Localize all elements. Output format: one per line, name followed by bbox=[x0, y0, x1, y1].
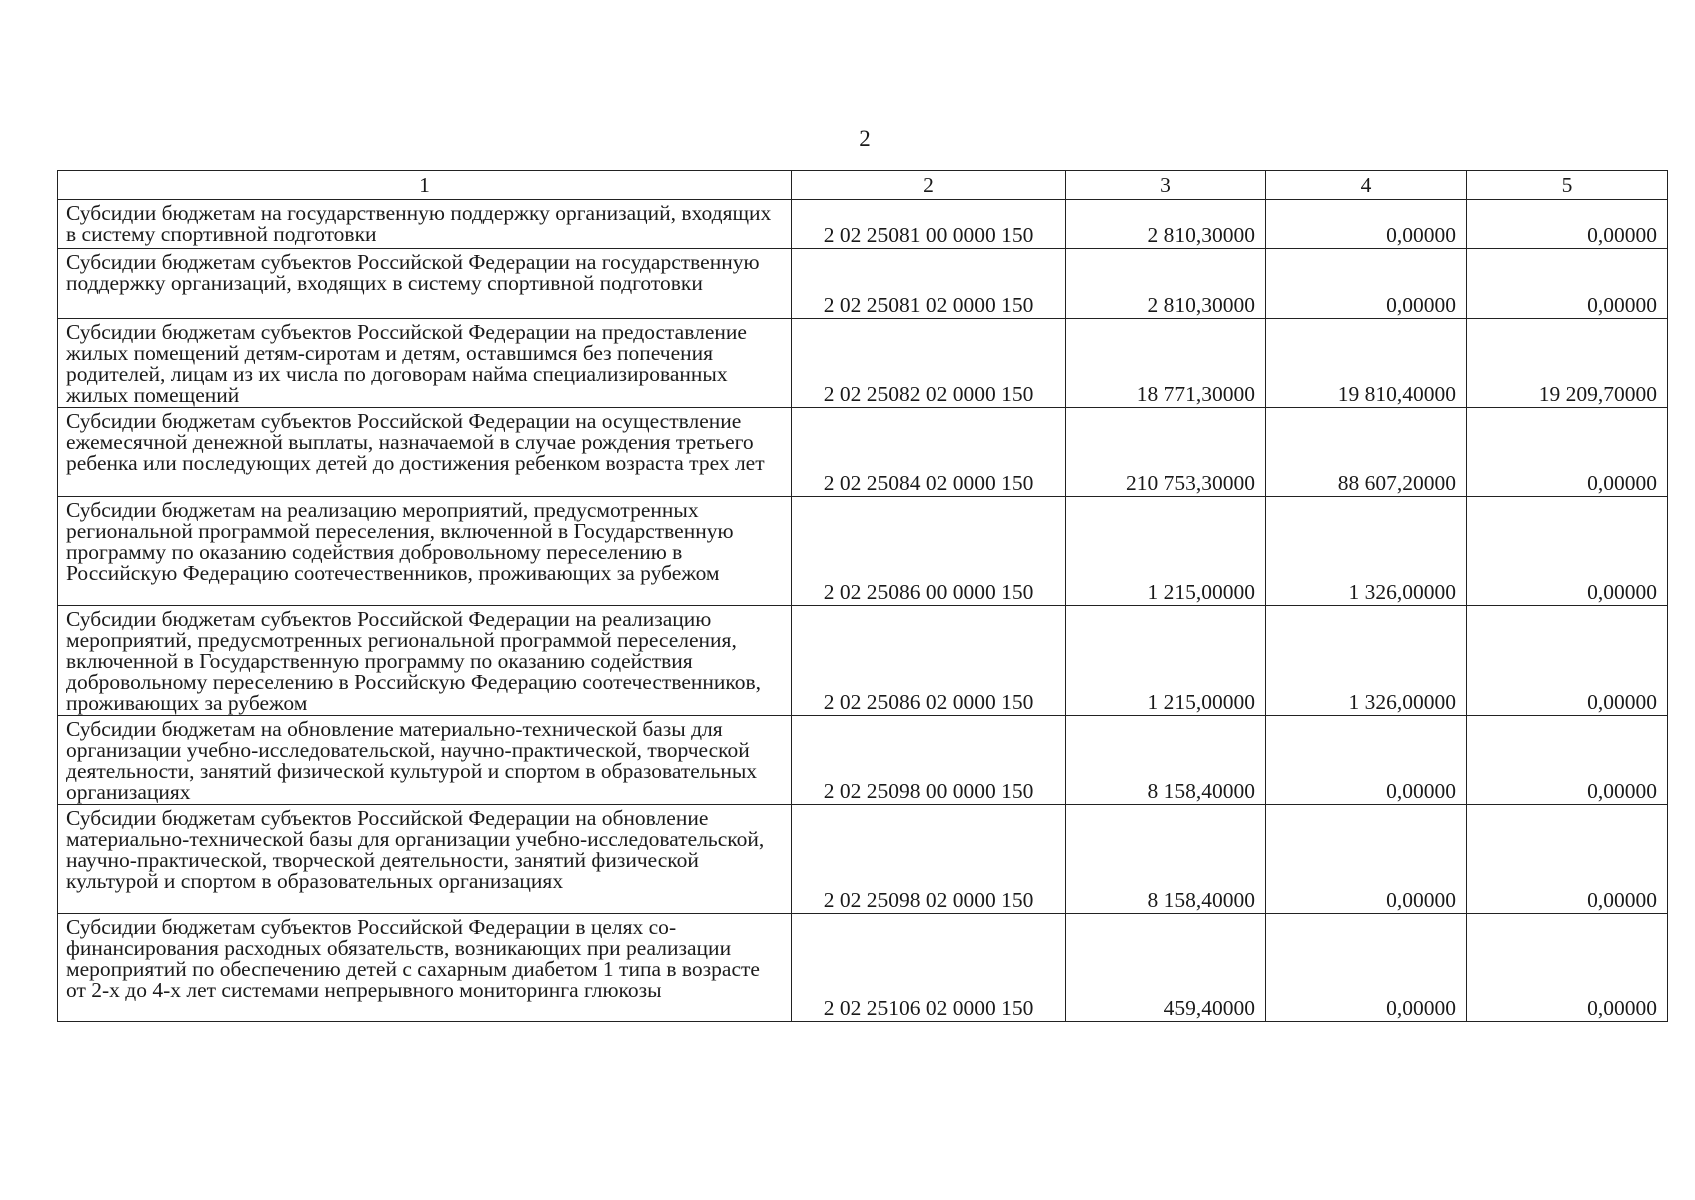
row-value-4-cell: 0,00000 bbox=[1266, 716, 1467, 805]
row-name-cell: Субсидии бюджетам субъектов Российской Федерации на предоставление жилых помещений детям-сиротам и детям, оставшимся без попечения родителей, лицам из их числа по договорам найма специализированных жилых помещений bbox=[58, 319, 792, 408]
row-value-5-cell: 0,00000 bbox=[1467, 200, 1668, 249]
row-value-5-cell: 0,00000 bbox=[1467, 805, 1668, 914]
row-value-4-cell: 0,00000 bbox=[1266, 805, 1467, 914]
table-row bbox=[58, 319, 1668, 408]
row-value-5-cell: 0,00000 bbox=[1467, 716, 1668, 805]
row-value-3-cell: 210 753,30000 bbox=[1066, 408, 1266, 497]
row-value-5-cell: 0,00000 bbox=[1467, 914, 1668, 1022]
row-name-cell: Субсидии бюджетам субъектов Российской Федерации на государственную поддержку организаций, входящих в систему спортивной подготовки bbox=[58, 249, 792, 319]
table-row bbox=[58, 805, 1668, 914]
row-value-4-cell: 0,00000 bbox=[1266, 249, 1467, 319]
row-name-cell: Субсидии бюджетам на государственную поддержку организаций, входящих в систему спортивной подготовки bbox=[58, 200, 792, 249]
table-row bbox=[58, 249, 1668, 319]
row-value-3-cell: 459,40000 bbox=[1066, 914, 1266, 1022]
table-row bbox=[58, 497, 1668, 606]
row-value-3-cell: 8 158,40000 bbox=[1066, 805, 1266, 914]
row-code-cell: 2 02 25106 02 0000 150 bbox=[792, 914, 1066, 1022]
header-row bbox=[58, 171, 1668, 200]
row-code-cell: 2 02 25086 02 0000 150 bbox=[792, 606, 1066, 716]
row-code-cell: 2 02 25098 02 0000 150 bbox=[792, 805, 1066, 914]
row-value-3-cell: 2 810,30000 bbox=[1066, 200, 1266, 249]
row-value-4-cell: 0,00000 bbox=[1266, 914, 1467, 1022]
row-name-cell: Субсидии бюджетам субъектов Российской Федерации на реализацию мероприятий, предусмотренных региональной программой переселения, включенной в Государственную программу по оказанию содействия добровольному переселению в Российскую Федерацию соотечественников, проживающих за рубежом bbox=[58, 606, 792, 716]
row-value-5-cell: 0,00000 bbox=[1467, 408, 1668, 497]
row-value-4-cell: 19 810,40000 bbox=[1266, 319, 1467, 408]
row-value-3-cell: 8 158,40000 bbox=[1066, 716, 1266, 805]
row-name-cell: Субсидии бюджетам субъектов Российской Федерации на обновление материально-технической базы для организации учебно-исследовательской, научно-практической, творческой деятельности, занятий физической культурой и спортом в образовательных организациях bbox=[58, 805, 792, 914]
row-value-3-cell: 2 810,30000 bbox=[1066, 249, 1266, 319]
row-value-5-cell: 0,00000 bbox=[1467, 606, 1668, 716]
table-row bbox=[58, 606, 1668, 716]
row-name-cell: Субсидии бюджетам субъектов Российской Федерации в целях софинансирования расходных обязательств, возникающих при реализации мероприятий по обеспечению детей с сахарным диабетом 1 типа в возрасте от 2-х до 4-х лет системами непрерывного мониторинга глюкозы bbox=[58, 914, 792, 1022]
table-row bbox=[58, 914, 1668, 1022]
row-name-cell: Субсидии бюджетам субъектов Российской Федерации на осуществление ежемесячной денежной выплаты, назначаемой в случае рождения третьего ребенка или последующих детей до достижения ребенком возраста трех лет bbox=[58, 408, 792, 497]
row-value-3-cell: 1 215,00000 bbox=[1066, 497, 1266, 606]
page-number: 2 bbox=[859, 126, 871, 151]
budget-table bbox=[57, 170, 1668, 1022]
table-body bbox=[58, 200, 1668, 1022]
table-row bbox=[58, 716, 1668, 805]
row-code-cell: 2 02 25081 02 0000 150 bbox=[792, 249, 1066, 319]
row-value-3-cell: 1 215,00000 bbox=[1066, 606, 1266, 716]
row-code-cell: 2 02 25081 00 0000 150 bbox=[792, 200, 1066, 249]
row-value-4-cell: 88 607,20000 bbox=[1266, 408, 1467, 497]
row-value-5-cell: 0,00000 bbox=[1467, 497, 1668, 606]
row-code-cell: 2 02 25086 00 0000 150 bbox=[792, 497, 1066, 606]
column-header: 5 bbox=[1467, 171, 1668, 200]
column-header: 3 bbox=[1066, 171, 1266, 200]
row-value-3-cell: 18 771,30000 bbox=[1066, 319, 1266, 408]
row-value-4-cell: 1 326,00000 bbox=[1266, 497, 1467, 606]
row-code-cell: 2 02 25082 02 0000 150 bbox=[792, 319, 1066, 408]
row-code-cell: 2 02 25084 02 0000 150 bbox=[792, 408, 1066, 497]
row-code-cell: 2 02 25098 00 0000 150 bbox=[792, 716, 1066, 805]
table-row bbox=[58, 408, 1668, 497]
row-value-5-cell: 0,00000 bbox=[1467, 249, 1668, 319]
table-row bbox=[58, 200, 1668, 249]
row-value-4-cell: 0,00000 bbox=[1266, 200, 1467, 249]
row-name-cell: Субсидии бюджетам на реализацию мероприятий, предусмотренных региональной программой переселения, включенной в Государственную программу по оказанию содействия добровольному переселению в Российскую Федерацию соотечественников, проживающих за рубежом bbox=[58, 497, 792, 606]
row-value-4-cell: 1 326,00000 bbox=[1266, 606, 1467, 716]
column-header: 4 bbox=[1266, 171, 1467, 200]
column-header: 1 bbox=[58, 171, 792, 200]
row-name-cell: Субсидии бюджетам на обновление материально-технической базы для организации учебно-исследовательской, научно-практической, творческой деятельности, занятий физической культурой и спортом в образовательных организациях bbox=[58, 716, 792, 805]
row-value-5-cell: 19 209,70000 bbox=[1467, 319, 1668, 408]
column-header: 2 bbox=[792, 171, 1066, 200]
